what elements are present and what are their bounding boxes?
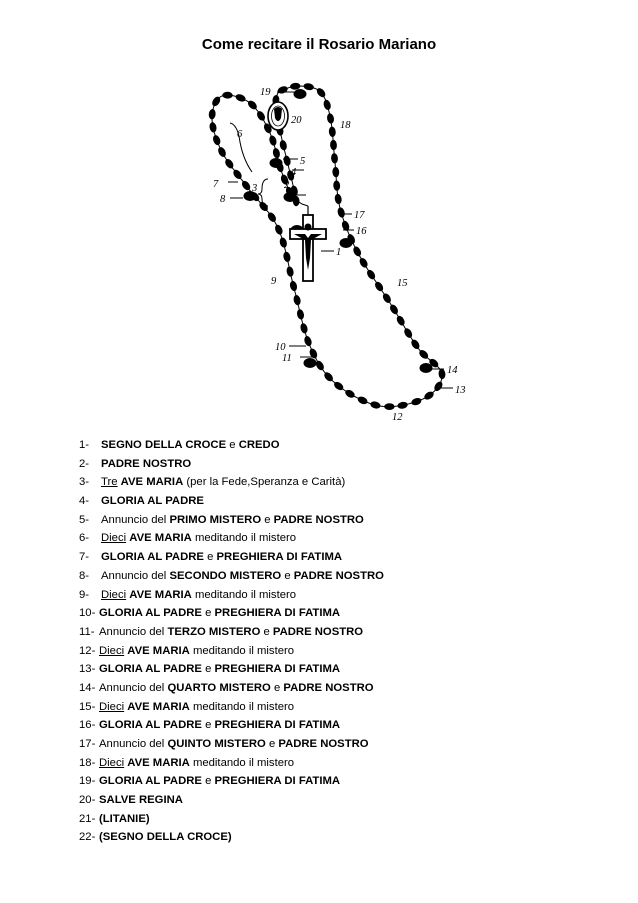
- diagram-label-4: 4: [291, 167, 297, 178]
- step-text: PRIMO MISTERO: [169, 513, 262, 526]
- rosary-bead: [255, 110, 266, 122]
- rosary-bead: [274, 224, 284, 236]
- step-number: 3-: [79, 476, 90, 489]
- rosary-bead: [328, 126, 336, 137]
- rosary-bead: [303, 335, 313, 347]
- step-text: PREGHIERA DI FATIMA: [216, 551, 343, 564]
- step-text: PREGHIERA DI FATIMA: [214, 719, 341, 732]
- step-number: 11-: [79, 625, 95, 638]
- rosary-bead: [289, 280, 298, 292]
- step-number: 18-: [79, 756, 96, 769]
- our-father-bead: [270, 158, 283, 168]
- rosary-bead: [438, 368, 446, 379]
- our-father-bead: [284, 192, 297, 202]
- step-item: [79, 772, 384, 791]
- step-text: meditando il mistero: [189, 700, 295, 713]
- rosary-bead: [224, 157, 236, 169]
- step-text: e: [226, 439, 239, 451]
- step-item: [79, 455, 384, 474]
- diagram-label-7: 7: [213, 179, 219, 190]
- step-item: [79, 511, 384, 530]
- rosary-chain: [212, 86, 442, 407]
- rosary-bead: [212, 134, 222, 146]
- step-item: [79, 791, 384, 810]
- crucifix-icon: [290, 206, 326, 281]
- step-item: [79, 567, 384, 586]
- diagram-label-11: 11: [282, 353, 292, 364]
- step-number: 2-: [79, 457, 90, 470]
- step-number: 5-: [79, 513, 90, 526]
- rosary-bead: [290, 82, 301, 90]
- rosary-bead: [282, 251, 291, 263]
- rosary-bead: [334, 193, 342, 204]
- rosary-bead: [322, 99, 331, 111]
- step-text: GLORIA AL PADRE: [99, 607, 202, 620]
- step-text: GLORIA AL PADRE: [101, 495, 204, 508]
- step-text: e: [203, 551, 217, 564]
- step-item: [79, 586, 384, 605]
- rosary-bead: [266, 211, 278, 223]
- our-father-bead: [294, 89, 307, 99]
- step-text: PADRE NOSTRO: [273, 513, 364, 526]
- step-text: PADRE NOSTRO: [293, 569, 384, 582]
- diagram-label-16: 16: [356, 226, 367, 237]
- step-number: 17-: [79, 738, 96, 750]
- step-text: e: [201, 607, 215, 620]
- rosary-bead: [279, 139, 288, 151]
- rosary-bead: [293, 294, 302, 306]
- step-text: GLORIA AL PADRE: [101, 551, 204, 564]
- step-item: [79, 754, 384, 773]
- rosary-bead: [308, 347, 319, 359]
- step-number: 6-: [79, 532, 90, 545]
- rosary-bead: [208, 109, 216, 120]
- rosary-bead: [303, 82, 314, 91]
- step-number: 20-: [79, 794, 96, 807]
- diagram-label-9: 9: [271, 276, 277, 287]
- rosary-beads: [208, 82, 446, 410]
- rosary-bead: [333, 180, 341, 191]
- diagram-label-20: 20: [291, 115, 302, 126]
- step-text: Annuncio del: [101, 569, 170, 582]
- step-text: SEGNO DELLA CROCE: [101, 439, 227, 451]
- diagram-label-12: 12: [392, 412, 403, 423]
- medal-icon: [268, 102, 288, 130]
- step-text: meditando il mistero: [189, 756, 295, 769]
- rosary-bead: [336, 207, 345, 219]
- step-text: GLORIA AL PADRE: [99, 663, 202, 676]
- rosary-bead: [397, 401, 408, 410]
- step-item: [79, 492, 384, 511]
- step-text: PADRE NOSTRO: [272, 625, 364, 638]
- step-number: 4-: [79, 495, 90, 508]
- step-text: GLORIA AL PADRE: [99, 775, 202, 788]
- rosary-bead: [369, 400, 381, 409]
- step-item: [79, 548, 384, 567]
- step-text: (SEGNO DELLA CROCE): [99, 831, 232, 844]
- step-item: [79, 810, 384, 829]
- step-text: TERZO MISTERO: [167, 625, 261, 638]
- step-text: AVE MARIA: [127, 644, 190, 657]
- step-text: AVE MARIA: [129, 532, 192, 545]
- leader-lines: [228, 92, 453, 388]
- rosary-bead: [410, 397, 422, 407]
- rosary-bead: [315, 87, 327, 99]
- step-item: [79, 828, 384, 847]
- diagram-label-3: 3: [252, 183, 258, 194]
- step-number: 22-: [79, 831, 96, 844]
- rosary-bead: [299, 322, 308, 334]
- step-text: AVE MARIA: [129, 588, 192, 601]
- rosary-bead: [286, 266, 295, 278]
- rosary-bead: [296, 309, 305, 321]
- step-text: Dieci: [99, 756, 125, 769]
- rosary-bead: [388, 303, 399, 315]
- diagram-label-17: 17: [354, 210, 365, 221]
- diagram-label-19: 19: [260, 87, 271, 98]
- diagram-label-8: 8: [220, 194, 226, 205]
- step-item: [79, 660, 384, 679]
- rosary-bead: [240, 179, 252, 191]
- rosary-bead: [217, 146, 228, 158]
- rosary-bead: [235, 93, 247, 103]
- rosary-bead: [268, 135, 278, 147]
- rosary-bead: [279, 237, 288, 249]
- step-item: [79, 642, 384, 661]
- diagram-label-18: 18: [340, 120, 351, 131]
- step-text: Annuncio del: [99, 738, 168, 750]
- rosary-bead: [358, 257, 369, 269]
- step-item: [79, 473, 384, 492]
- step-item: [79, 529, 384, 548]
- step-text: e: [265, 738, 279, 750]
- step-text: Dieci: [101, 588, 127, 601]
- rosary-bead: [344, 388, 356, 399]
- rosary-bead: [384, 403, 394, 410]
- rosary-bead: [395, 314, 406, 326]
- step-text: meditando il mistero: [189, 644, 295, 657]
- rosary-bead: [326, 113, 335, 124]
- diagram-label-1: 1: [336, 247, 342, 258]
- step-text: AVE MARIA: [127, 756, 190, 769]
- step-item: [79, 623, 384, 642]
- step-text: PADRE NOSTRO: [101, 457, 192, 470]
- step-text: PREGHIERA DI FATIMA: [214, 663, 341, 676]
- step-text: e: [201, 719, 215, 732]
- step-text: PREGHIERA DI FATIMA: [214, 607, 341, 620]
- step-item: [79, 604, 384, 623]
- diagram-label-13: 13: [455, 385, 466, 396]
- step-number: 10-: [79, 607, 96, 620]
- step-text: SECONDO MISTERO: [169, 569, 282, 582]
- step-text: e: [260, 625, 273, 638]
- step-text: Annuncio del: [99, 681, 168, 694]
- rosary-bead: [381, 292, 392, 304]
- step-text: GLORIA AL PADRE: [99, 719, 202, 732]
- step-number: 12-: [79, 644, 96, 657]
- step-item: [79, 698, 384, 717]
- our-father-bead: [340, 238, 353, 248]
- step-text: PADRE NOSTRO: [283, 681, 374, 694]
- step-text: QUARTO MISTERO: [167, 681, 271, 694]
- step-number: 21-: [79, 812, 96, 825]
- rosary-bead: [332, 167, 339, 178]
- diagram-label-10: 10: [275, 342, 286, 353]
- step-item: [79, 436, 384, 455]
- step-text: Annuncio del: [99, 625, 168, 638]
- rosary-bead: [209, 122, 218, 133]
- step-text: Dieci: [99, 644, 125, 657]
- rosary-bead: [331, 153, 339, 164]
- rosary-bead: [272, 147, 281, 159]
- step-item: [79, 735, 384, 754]
- step-number: 1-: [79, 439, 90, 451]
- rosary-bead: [410, 338, 422, 350]
- step-text: meditando il mistero: [191, 588, 297, 601]
- rosary-bead: [283, 155, 292, 167]
- step-item: [79, 716, 384, 735]
- our-father-bead: [420, 363, 433, 373]
- step-text: AVE MARIA: [127, 700, 190, 713]
- diagram-label-5: 5: [300, 156, 306, 167]
- step-number: 19-: [79, 775, 96, 788]
- step-text: (LITANIE): [99, 812, 150, 825]
- step-text: (per la Fede,Speranza e Carità): [183, 476, 346, 489]
- rosary-bead: [373, 280, 384, 292]
- step-text: AVE MARIA: [120, 476, 184, 489]
- step-number: 14-: [79, 681, 96, 694]
- step-text: Tre: [101, 476, 118, 489]
- steps-list: [79, 436, 384, 847]
- page-title: Come recitare il Rosario Mariano: [201, 36, 437, 53]
- step-text: e: [270, 681, 284, 694]
- rosary-bead: [222, 92, 233, 99]
- rosary-diagram: [190, 78, 480, 428]
- step-text: PADRE NOSTRO: [278, 738, 369, 750]
- rosary-bead: [356, 395, 368, 406]
- diagram-label-14: 14: [447, 365, 458, 376]
- step-number: 7-: [79, 551, 90, 564]
- step-number: 16-: [79, 719, 96, 732]
- rosary-bead: [232, 168, 244, 180]
- step-text: e: [201, 663, 215, 676]
- step-text: SALVE REGINA: [99, 794, 183, 807]
- step-text: e: [201, 775, 215, 788]
- diagram-label-2: 2: [284, 180, 290, 191]
- step-text: PREGHIERA DI FATIMA: [214, 775, 341, 788]
- step-item: [79, 679, 384, 698]
- step-number: 9-: [79, 588, 90, 601]
- diagram-label-15: 15: [397, 278, 408, 289]
- rosary-bead: [330, 140, 338, 151]
- step-text: e: [261, 513, 274, 526]
- step-text: meditando il mistero: [191, 532, 297, 545]
- our-father-bead: [304, 358, 317, 368]
- step-number: 15-: [79, 700, 96, 713]
- step-text: Dieci: [101, 532, 127, 545]
- step-text: CREDO: [238, 439, 280, 451]
- step-text: Dieci: [99, 700, 125, 713]
- step-text: Annuncio del: [101, 513, 170, 526]
- step-text: e: [281, 569, 294, 582]
- rosary-bead: [365, 268, 376, 280]
- step-number: 13-: [79, 663, 96, 676]
- rosary-bead: [352, 245, 363, 257]
- rosary-bead: [403, 327, 414, 339]
- step-number: 8-: [79, 569, 90, 582]
- diagram-label-6: 6: [237, 129, 243, 140]
- step-text: QUINTO MISTERO: [167, 738, 266, 750]
